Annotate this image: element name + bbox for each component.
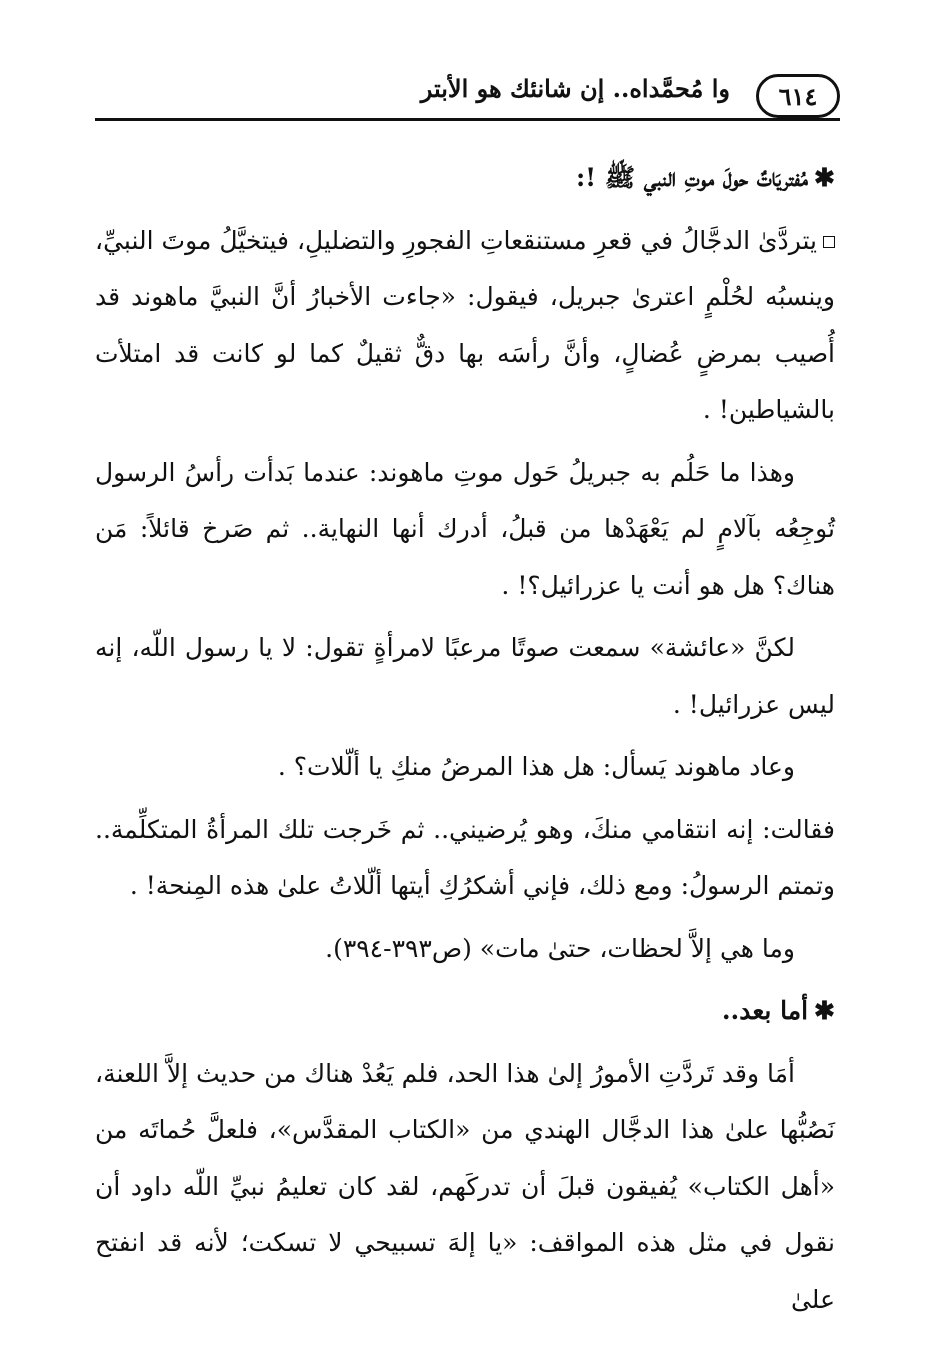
square-bullet-icon: [823, 236, 835, 248]
page-header: [95, 60, 840, 120]
running-title: وا مُحمَّداه.. إن شانئك هو الأبتر: [420, 74, 730, 103]
section-heading-text: مُفتريَاتٌ حولَ موتِ النبي ﷺ !:: [575, 163, 809, 192]
paragraph: فقالت: إنه انتقامي منكَ، وهو يُرضيني.. ثم خَرجت تلك المرأةُ المتكلِّمة.. وتمتم الرسولُ: ومع ذلك، فإني أشكرُكِ أيتها ألّلاتُ علىٰ هذه المِنحة! .: [95, 814, 835, 900]
page-number: ٦١٤: [756, 74, 840, 118]
paragraph: أمَا وقد تَردَّتِ الأمورُ إلىٰ هذا الحد، فلم يَعُدْ هناك من حديث إلاَّ اللعنة، نَصُبُّها علىٰ هذا الدجَّال الهندي من «الكتاب المقدَّس»، فلعلَّ حُماتَه من «أهل الكتاب» يُفيقون قبلَ أن تدركَهم، لقد كان تعليمُ نبيِّ اللّه داود أن نقول في مثل هذه المواقف: «يا إلهَ تسبيحي لا تسكت؛ لأنه قد انفتح علىٰ: [95, 1058, 835, 1314]
paragraph: [95, 213, 835, 439]
asterisk-icon: ✱: [814, 163, 835, 192]
paragraph: وعاد ماهوند يَسأل: هل هذا المرضُ منكِ يا ألّلات؟ .: [277, 752, 795, 781]
paragraph: وما هي إلاَّ لحظات، حتىٰ مات» (ص٣٩٣-٣٩٤).: [325, 933, 795, 963]
section-heading: [95, 983, 835, 1040]
paragraph: وهذا ما حَلُم به جبريلُ حَول موتِ ماهوند: عندما بَدأت رأسُ الرسول تُوجِعُه بآلامٍ لم يَعْهَدْها من قبلُ، أدرك أنها النهاية.. ثم صَرخ قائلاً: مَن هناك؟ هل هو أنت يا عزرائيل؟! .: [95, 457, 835, 600]
paragraph: لكنَّ «عائشة» سمعت صوتًا مرعبًا لامرأةٍ تقول: لا يا رسول اللّه، إنه ليس عزرائيل! .: [95, 633, 835, 719]
page-body: [95, 150, 835, 1328]
section-heading-text: أما بعد..: [721, 996, 809, 1025]
header-rule: [95, 118, 840, 121]
paragraph-text: يتردَّىٰ الدجَّالُ في قعرِ مستنقعاتِ الفجورِ والتضليلِ، فيتخيَّلُ موتَ النبيِّ، وينسبُه لحُلْمٍ اعترىٰ جبريل، فيقول: «جاءت الأخبارُ أنَّ النبيَّ ماهوند قد أُصيب بمرضٍ عُضالٍ، وأنَّ رأسَه بها دقٌّ ثقيلٌ كما لو كانت قد امتلأت بالشياطين! .: [95, 225, 835, 424]
asterisk-icon: ✱: [814, 996, 835, 1025]
section-heading: [95, 150, 835, 207]
